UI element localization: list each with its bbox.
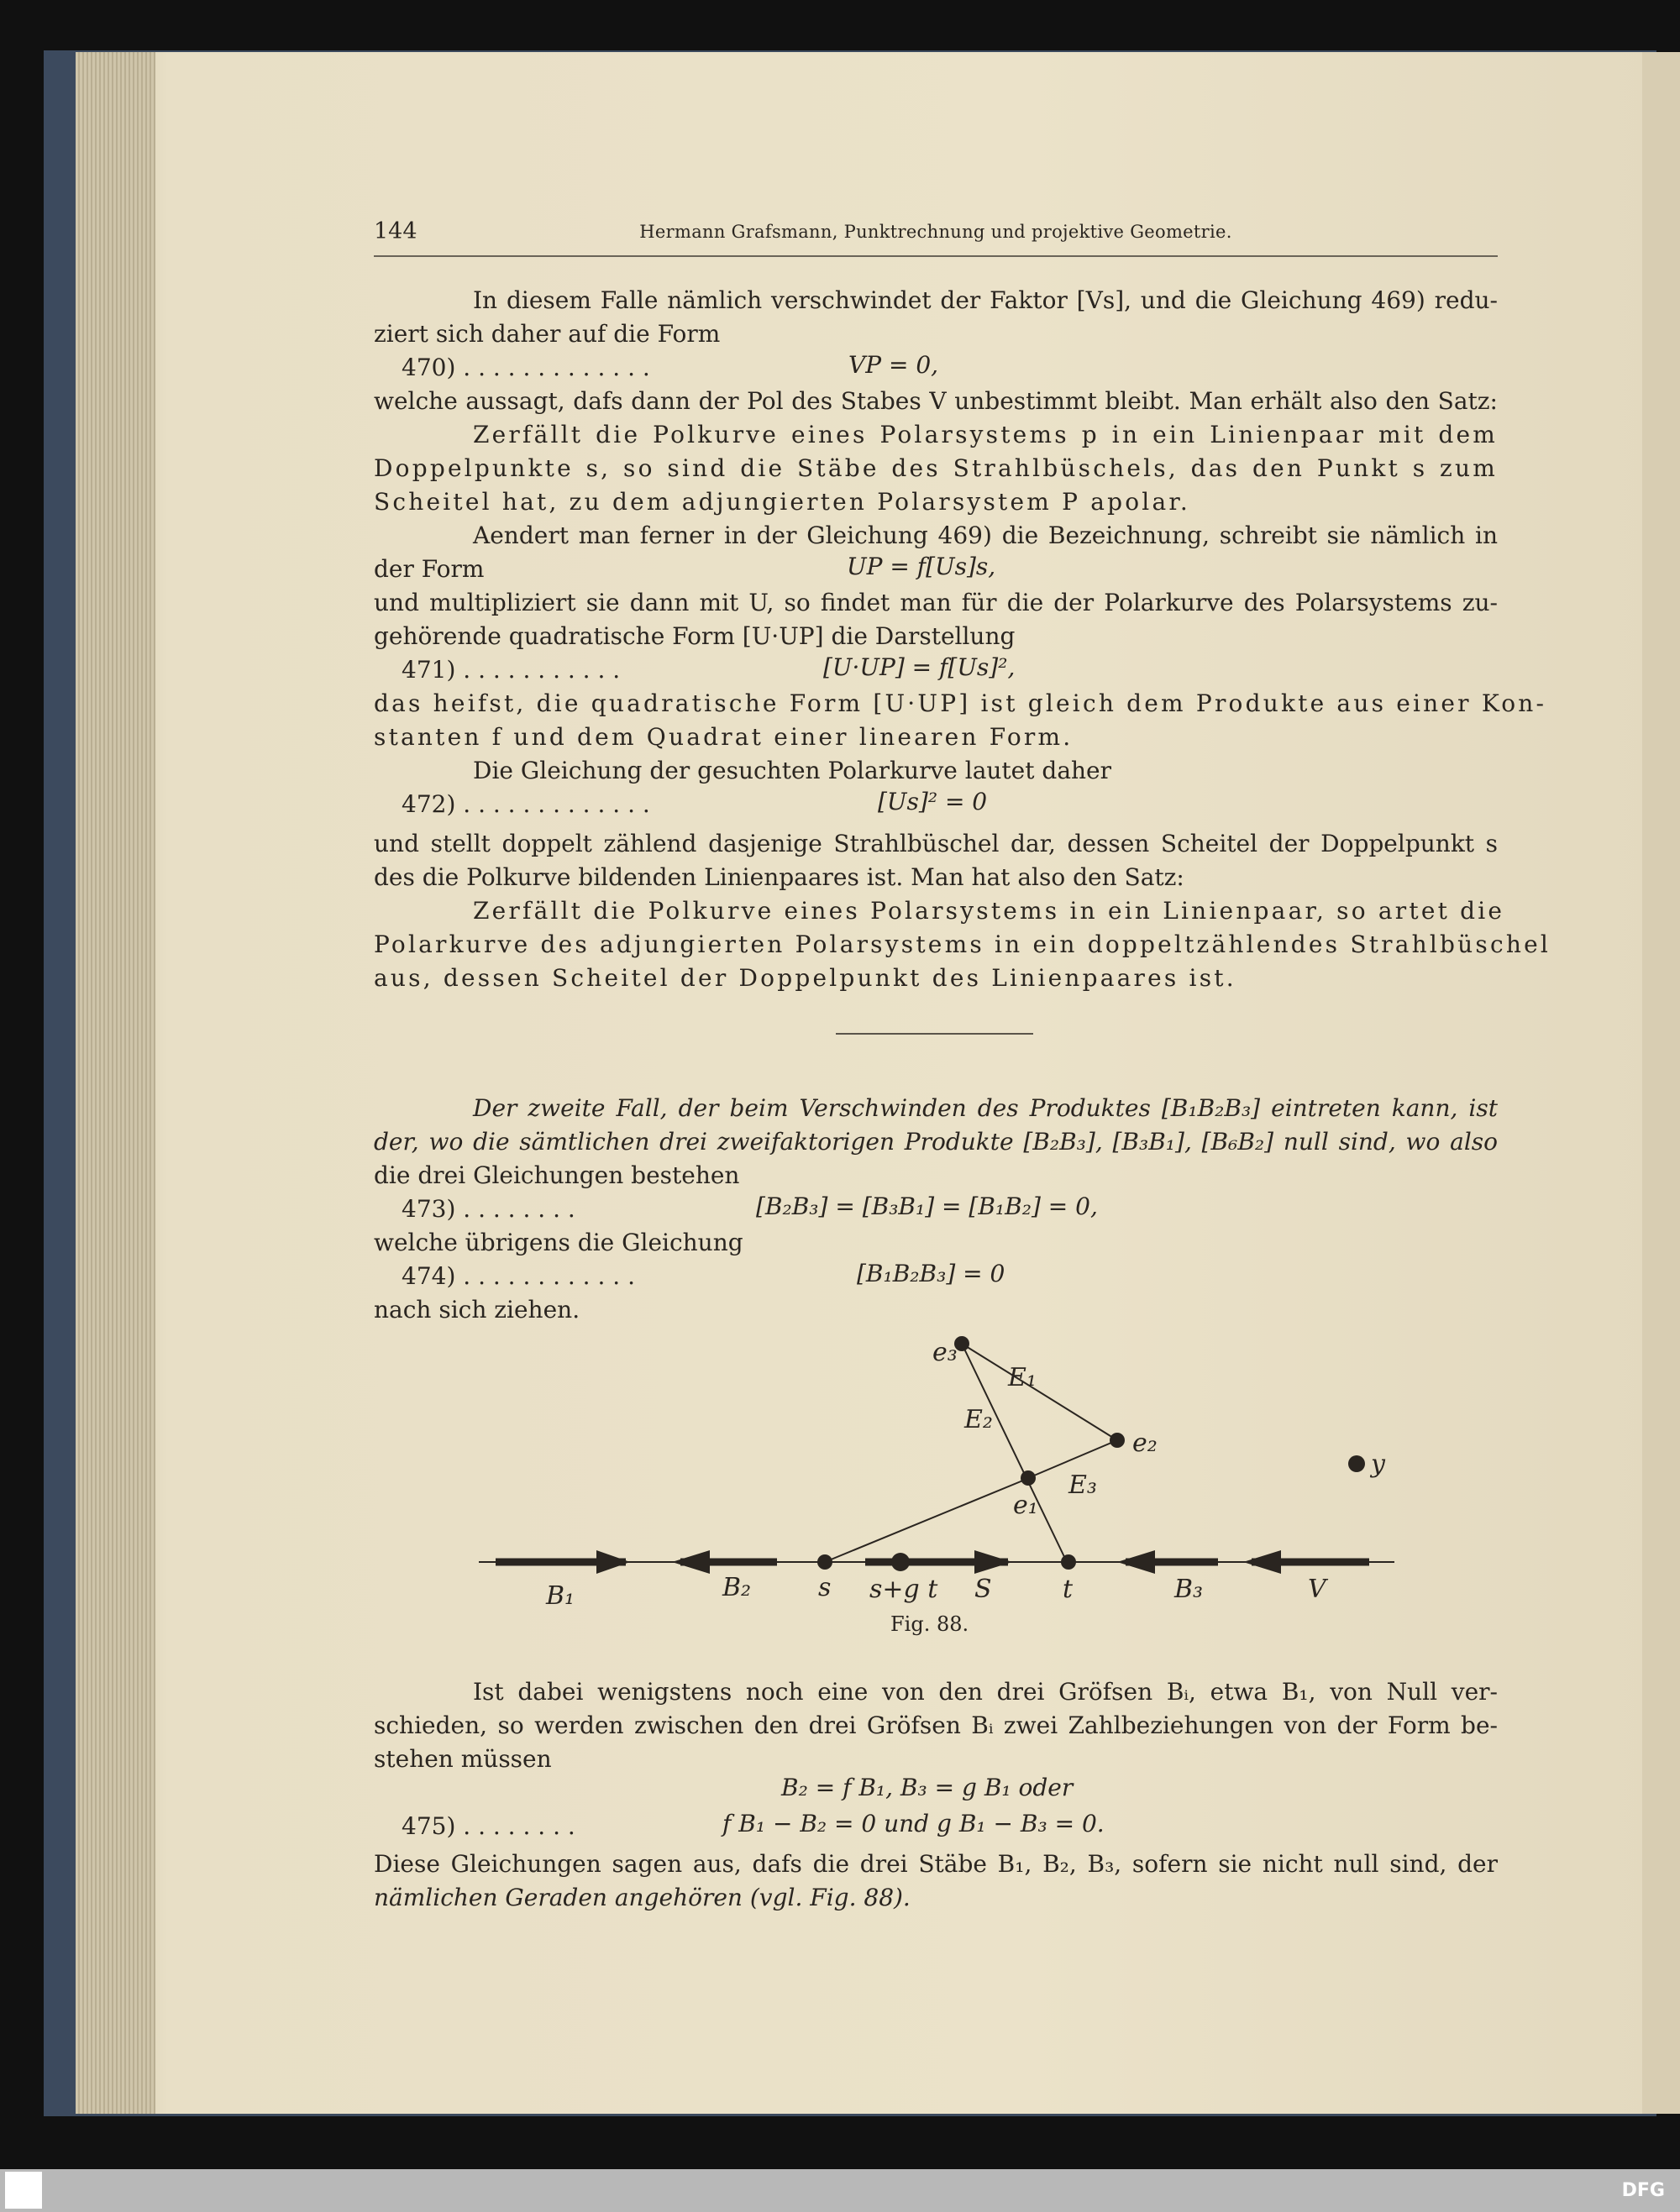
text-line: Diese Gleichungen sagen aus, dafs die drei Stäbe B₁, B₂, B₃, sofern sie nicht null sind, der — [374, 1850, 1498, 1878]
text-line: das heifst, die quadratische Form [U·UP] ist gleich dem Produkte aus einer Kon- — [374, 689, 1547, 717]
text-line: Ist dabei wenigstens noch eine von den drei Gröfsen Bᵢ, etwa B₁, von Null ver- — [473, 1678, 1498, 1706]
text-line: und multipliziert sie dann mit U, so findet man für die der Polarkurve des Polarsystems zu- — [374, 589, 1498, 616]
text-line: stanten f und dem Quadrat einer linearen Form. — [374, 723, 1074, 751]
text-line: Scheitel hat, zu dem adjungierten Polarsystem P apolar. — [374, 488, 1190, 516]
equation-number: 474) . . . . . . . . . . . . — [402, 1262, 635, 1290]
label-E3: E₃ — [1068, 1470, 1097, 1500]
equation-number: 470) . . . . . . . . . . . . . — [402, 354, 650, 381]
text-line: die drei Gleichungen bestehen — [374, 1161, 740, 1189]
label-e3: e₃ — [932, 1338, 958, 1367]
text-line: aus, dessen Scheitel der Doppelpunkt des Linienpaares ist. — [374, 964, 1236, 992]
text-line: Polarkurve des adjungierten Polarsystems in ein doppeltzählendes Strahlbüschel — [374, 930, 1551, 958]
figure-caption: Fig. 88. — [890, 1612, 969, 1636]
text-line: gehörende quadratische Form [U·UP] die Darstellung — [374, 622, 1016, 650]
arrowhead — [596, 1550, 630, 1574]
equation: [U·UP] = f[Us]², — [823, 653, 1016, 681]
label-B2: B₂ — [722, 1573, 752, 1602]
equation: B₂ = f B₁, B₃ = g B₁ oder — [781, 1774, 1074, 1801]
point-y — [1348, 1455, 1365, 1472]
text-line: der Form — [374, 555, 485, 583]
label-t: t — [1063, 1575, 1074, 1604]
arrowhead — [1117, 1550, 1155, 1574]
page-number: 144 — [374, 218, 417, 244]
label-E2: E₂ — [964, 1405, 993, 1434]
text-line: nach sich ziehen. — [374, 1296, 580, 1324]
label-V: V — [1308, 1575, 1326, 1604]
text-line: des die Polkurve bildenden Linienpaares ist. Man hat also den Satz: — [374, 863, 1184, 891]
text-line: Aendert man ferner in der Gleichung 469) die Bezeichnung, schreibt sie nämlich in — [473, 522, 1498, 549]
text-line: schieden, so werden zwischen den drei Gröfsen Bᵢ zwei Zahlbeziehungen von der Form be- — [374, 1711, 1498, 1739]
page-header — [374, 218, 1498, 257]
label-B1: B₁ — [546, 1581, 575, 1611]
equation: UP = f[Us]s, — [847, 553, 996, 580]
text-line: stehen müssen — [374, 1745, 552, 1773]
text-line: Zerfällt die Polkurve eines Polarsystems p in ein Linienpaar mit dem — [473, 421, 1498, 448]
text-line: Zerfällt die Polkurve eines Polarsystems in ein Linienpaar, so artet die — [473, 897, 1505, 925]
label-E1: E₁ — [1008, 1363, 1037, 1392]
equation: [Us]² = 0 — [878, 788, 988, 815]
equation: f B₁ − B₂ = 0 und g B₁ − B₃ = 0. — [722, 1810, 1105, 1837]
label-e1: e₁ — [1013, 1491, 1038, 1520]
facing-page-edge — [1642, 52, 1680, 2114]
label-e2: e₂ — [1132, 1428, 1158, 1458]
text-line: nämlichen Geraden angehören (vgl. Fig. 88). — [374, 1884, 911, 1911]
text-line: welche übrigens die Gleichung — [374, 1229, 743, 1256]
label-B3: B₃ — [1174, 1575, 1204, 1604]
text-line: Doppelpunkte s, so sind die Stäbe des Strahlbüschels, das den Punkt s zum — [374, 454, 1498, 482]
page-edges — [76, 52, 155, 2114]
text-line: und stellt doppelt zählend dasjenige Strahlbüschel dar, dessen Scheitel der Doppelpunkt s — [374, 830, 1498, 857]
equation: VP = 0, — [848, 351, 939, 379]
point-s-gt — [891, 1553, 910, 1571]
arrowhead — [672, 1550, 710, 1574]
point-e1 — [1021, 1470, 1036, 1486]
text-line: Der zweite Fall, der beim Verschwinden des Produktes [B₁B₂B₃] eintreten kann, ist — [473, 1094, 1498, 1122]
text-line: welche aussagt, dafs dann der Pol des Stabes V unbestimmt bleibt. Man erhält also den Satz: — [374, 387, 1498, 415]
equation-number: 473) . . . . . . . . — [402, 1195, 575, 1223]
point-s — [817, 1554, 832, 1570]
label-S: S — [974, 1575, 992, 1604]
label-s-gt: s+g t — [869, 1575, 938, 1604]
label-y: y — [1371, 1449, 1385, 1479]
viewer-footer-bar — [0, 2169, 1680, 2212]
text-line: In diesem Falle nämlich verschwindet der Faktor [Vs], und die Gleichung 469) redu- — [473, 286, 1498, 314]
equation-number: 475) . . . . . . . . — [402, 1812, 575, 1840]
label-s: s — [818, 1573, 832, 1602]
line-s-e2 — [825, 1478, 1029, 1562]
arrowhead — [974, 1550, 1012, 1574]
equation: [B₂B₃] = [B₃B₁] = [B₁B₂] = 0, — [756, 1192, 1098, 1220]
text-line: Die Gleichung der gesuchten Polarkurve lautet daher — [473, 757, 1112, 784]
text-line: der, wo die sämtlichen drei zweifaktorigen Produkte [B₂B₃], [B₃B₁], [B₆B₂] null sind, wo also — [374, 1128, 1498, 1156]
arrowhead — [1243, 1550, 1281, 1574]
running-title: Hermann Grafsmann, Punktrechnung und projektive Geometrie. — [639, 222, 1232, 242]
library-logo — [5, 2172, 42, 2209]
equation-number: 472) . . . . . . . . . . . . . — [402, 790, 650, 818]
text-line: ziert sich daher auf die Form — [374, 320, 721, 348]
equation-number: 471) . . . . . . . . . . . — [402, 656, 621, 684]
point-t — [1061, 1554, 1076, 1570]
section-rule — [836, 1033, 1033, 1035]
dfg-logo: DFG — [1621, 2180, 1665, 2201]
equation: [B₁B₂B₃] = 0 — [857, 1260, 1005, 1287]
point-e2 — [1110, 1433, 1125, 1448]
